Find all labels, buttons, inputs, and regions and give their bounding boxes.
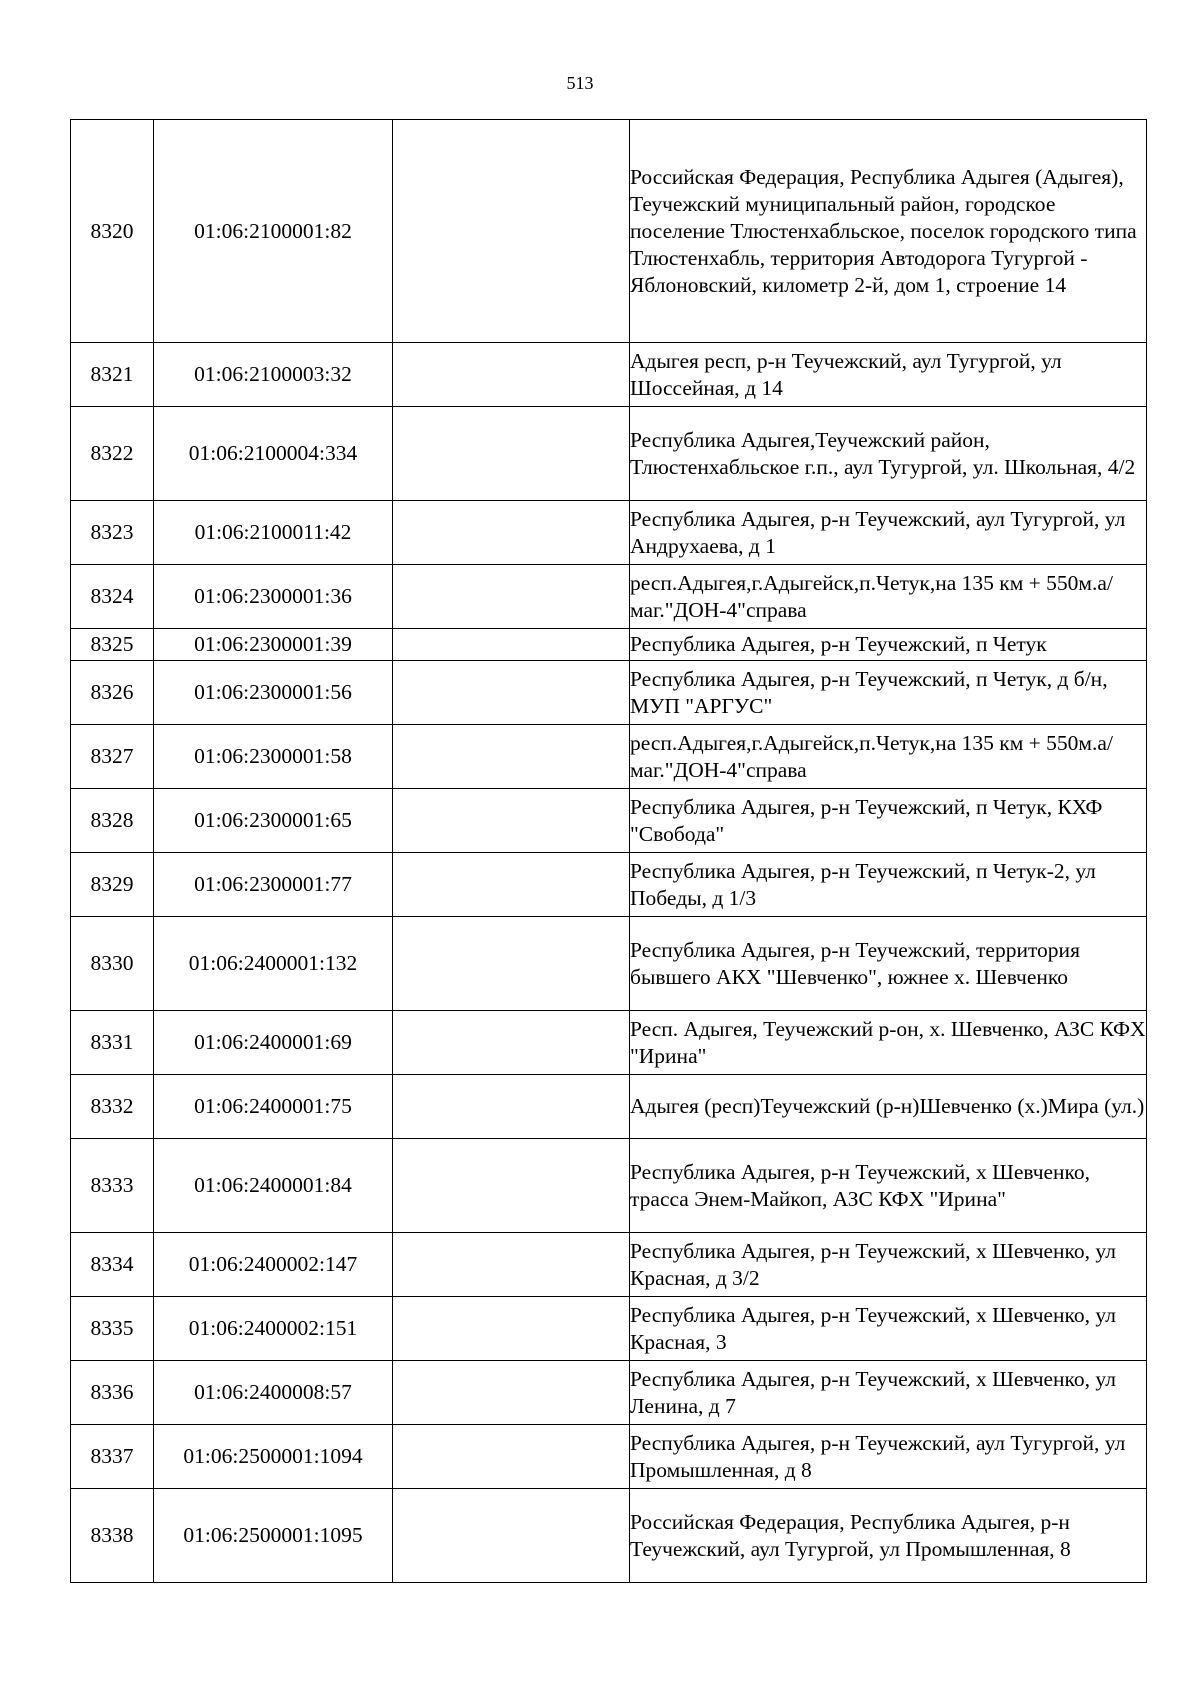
- address-cell: Республика Адыгея, р-н Теучежский, территория бывшего АКХ "Шевченко", южнее х. Шевченко: [630, 917, 1147, 1011]
- row-number-cell: 8334: [71, 1233, 154, 1297]
- table-row: [71, 1297, 1147, 1361]
- empty-cell: [393, 1361, 630, 1425]
- address-cell: Республика Адыгея,Теучежский район, Тлюстенхабльское г.п., аул Тугургой, ул. Школьная, 4/2: [630, 407, 1147, 501]
- table-row: [71, 1233, 1147, 1297]
- table-row: [71, 917, 1147, 1011]
- empty-cell: [393, 1011, 630, 1075]
- row-number-cell: 8337: [71, 1425, 154, 1489]
- table-row: [71, 1361, 1147, 1425]
- address-cell: Адыгея респ, р-н Теучежский, аул Тугургой, ул Шоссейная, д 14: [630, 343, 1147, 407]
- empty-cell: [393, 853, 630, 917]
- address-cell: Республика Адыгея, р-н Теучежский, п Четук, КХФ "Свобода": [630, 789, 1147, 853]
- cadastral-number-cell: 01:06:2400001:69: [154, 1011, 393, 1075]
- empty-cell: [393, 725, 630, 789]
- row-number-cell: 8325: [71, 629, 154, 661]
- property-registry-table: [70, 119, 1147, 1583]
- table-row: [71, 725, 1147, 789]
- table-row: [71, 343, 1147, 407]
- empty-cell: [393, 120, 630, 343]
- row-number-cell: 8332: [71, 1075, 154, 1139]
- row-number-cell: 8336: [71, 1361, 154, 1425]
- row-number-cell: 8324: [71, 565, 154, 629]
- empty-cell: [393, 1139, 630, 1233]
- empty-cell: [393, 1489, 630, 1583]
- table-row: [71, 1425, 1147, 1489]
- cadastral-number-cell: 01:06:2100001:82: [154, 120, 393, 343]
- cadastral-number-cell: 01:06:2100011:42: [154, 501, 393, 565]
- cadastral-number-cell: 01:06:2400001:84: [154, 1139, 393, 1233]
- cadastral-number-cell: 01:06:2300001:65: [154, 789, 393, 853]
- table-row: [71, 501, 1147, 565]
- cadastral-number-cell: 01:06:2400001:132: [154, 917, 393, 1011]
- row-number-cell: 8321: [71, 343, 154, 407]
- row-number-cell: 8338: [71, 1489, 154, 1583]
- cadastral-number-cell: 01:06:2100004:334: [154, 407, 393, 501]
- empty-cell: [393, 789, 630, 853]
- address-cell: Республика Адыгея, р-н Теучежский, п Четук, д б/н, МУП "АРГУС": [630, 661, 1147, 725]
- table-row: [71, 661, 1147, 725]
- cadastral-number-cell: 01:06:2400008:57: [154, 1361, 393, 1425]
- page-number: 513: [566, 73, 594, 93]
- address-cell: Республика Адыгея, р-н Теучежский, х Шевченко, ул Красная, д 3/2: [630, 1233, 1147, 1297]
- table-row: [71, 853, 1147, 917]
- row-number-cell: 8322: [71, 407, 154, 501]
- address-cell: Российская Федерация, Республика Адыгея (Адыгея), Теучежский муниципальный район, городское поселение Тлюстенхабльское, поселок городского типа Тлюстенхабль, территория Автодорога Тугургой - Яблоновский, километр 2-й, дом 1, строение 14: [630, 120, 1147, 343]
- address-cell: респ.Адыгея,г.Адыгейск,п.Четук,на 135 км + 550м.а/маг."ДОН-4"справа: [630, 725, 1147, 789]
- cadastral-number-cell: 01:06:2300001:36: [154, 565, 393, 629]
- cadastral-number-cell: 01:06:2500001:1095: [154, 1489, 393, 1583]
- cadastral-number-cell: 01:06:2400001:75: [154, 1075, 393, 1139]
- empty-cell: [393, 917, 630, 1011]
- table-row: [71, 407, 1147, 501]
- empty-cell: [393, 565, 630, 629]
- empty-cell: [393, 1233, 630, 1297]
- cadastral-number-cell: 01:06:2300001:77: [154, 853, 393, 917]
- empty-cell: [393, 1075, 630, 1139]
- address-cell: Республика Адыгея, р-н Теучежский, х Шевченко, ул Красная, 3: [630, 1297, 1147, 1361]
- row-number-cell: 8329: [71, 853, 154, 917]
- address-cell: Респ. Адыгея, Теучежский р-он, х. Шевченко, АЗС КФХ "Ирина": [630, 1011, 1147, 1075]
- empty-cell: [393, 343, 630, 407]
- empty-cell: [393, 1425, 630, 1489]
- row-number-cell: 8335: [71, 1297, 154, 1361]
- table-row: [71, 1011, 1147, 1075]
- row-number-cell: 8328: [71, 789, 154, 853]
- table-row: [71, 1075, 1147, 1139]
- address-cell: респ.Адыгея,г.Адыгейск,п.Четук,на 135 км + 550м.а/маг."ДОН-4"справа: [630, 565, 1147, 629]
- row-number-cell: 8323: [71, 501, 154, 565]
- table-row: [71, 1489, 1147, 1583]
- address-cell: Российская Федерация, Республика Адыгея, р-н Теучежский, аул Тугургой, ул Промышленная, 8: [630, 1489, 1147, 1583]
- empty-cell: [393, 1297, 630, 1361]
- row-number-cell: 8327: [71, 725, 154, 789]
- cadastral-number-cell: 01:06:2400002:151: [154, 1297, 393, 1361]
- cadastral-number-cell: 01:06:2300001:56: [154, 661, 393, 725]
- empty-cell: [393, 629, 630, 661]
- address-cell: Республика Адыгея, р-н Теучежский, п Четук-2, ул Победы, д 1/3: [630, 853, 1147, 917]
- empty-cell: [393, 661, 630, 725]
- row-number-cell: 8320: [71, 120, 154, 343]
- cadastral-number-cell: 01:06:2400002:147: [154, 1233, 393, 1297]
- address-cell: Республика Адыгея, р-н Теучежский, аул Тугургой, ул Андрухаева, д 1: [630, 501, 1147, 565]
- empty-cell: [393, 501, 630, 565]
- table-row: [71, 789, 1147, 853]
- address-cell: Республика Адыгея, р-н Теучежский, х Шевченко, ул Ленина, д 7: [630, 1361, 1147, 1425]
- cadastral-number-cell: 01:06:2300001:58: [154, 725, 393, 789]
- table-row: [71, 120, 1147, 343]
- empty-cell: [393, 407, 630, 501]
- address-cell: Республика Адыгея, р-н Теучежский, х Шевченко, трасса Энем-Майкоп, АЗС КФХ "Ирина": [630, 1139, 1147, 1233]
- row-number-cell: 8326: [71, 661, 154, 725]
- cadastral-number-cell: 01:06:2300001:39: [154, 629, 393, 661]
- address-cell: Республика Адыгея, р-н Теучежский, п Четук: [630, 629, 1147, 661]
- table-row: [71, 1139, 1147, 1233]
- address-cell: Республика Адыгея, р-н Теучежский, аул Тугургой, ул Промышленная, д 8: [630, 1425, 1147, 1489]
- address-cell: Адыгея (респ)Теучежский (р-н)Шевченко (х.)Мира (ул.): [630, 1075, 1147, 1139]
- table-row: [71, 565, 1147, 629]
- row-number-cell: 8331: [71, 1011, 154, 1075]
- row-number-cell: 8333: [71, 1139, 154, 1233]
- row-number-cell: 8330: [71, 917, 154, 1011]
- cadastral-number-cell: 01:06:2100003:32: [154, 343, 393, 407]
- table-row: [71, 629, 1147, 661]
- cadastral-number-cell: 01:06:2500001:1094: [154, 1425, 393, 1489]
